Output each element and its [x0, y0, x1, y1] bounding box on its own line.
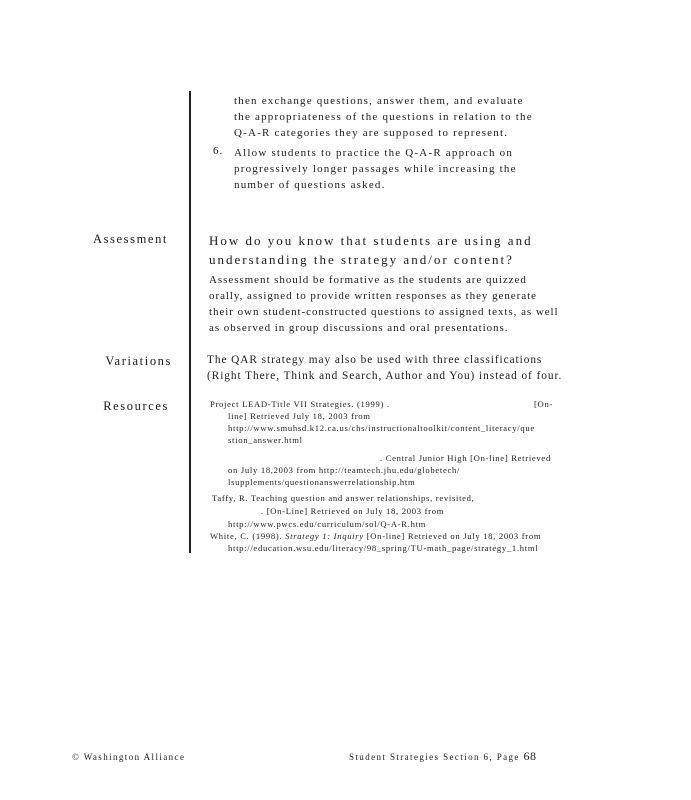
- assessment-body: [209, 272, 559, 336]
- reference-4-retrieved: [On-line] Retrieved on July 18, 2003 from: [363, 531, 542, 541]
- text-line: number of questions asked.: [234, 179, 386, 191]
- reference-2-body: [228, 464, 460, 488]
- footer-copyright: © Washington Alliance: [72, 752, 186, 762]
- text-line: stion_answer.html: [228, 435, 303, 446]
- assessment-question: [209, 231, 533, 269]
- reference-2-title: . Central Junior High [On-line] Retrieved: [380, 453, 551, 463]
- text-line: then exchange questions, answer them, and evaluate: [234, 95, 524, 107]
- text-line: on July 18,2003 from http://teamtech.jhu.edu/globetech/: [228, 465, 461, 475]
- text-line: Assessment should be formative as the students are quizzed: [209, 274, 527, 286]
- text-line: http://www.smuhsd.k12.ca.us/chs/instructionaltoolkit/content_literacy/que: [228, 423, 535, 434]
- variations-label: Variations: [105, 354, 172, 368]
- text-line: their own student-constructed questions to assigned texts, as well: [209, 306, 559, 318]
- resources-label: Resources: [103, 399, 169, 413]
- page-number: 68: [523, 749, 537, 763]
- reference-4-url: http://education.wsu.edu/literacy/98_spring/TU-math_page/strategy_1.html: [228, 543, 539, 553]
- step-6-number: 6.: [213, 145, 224, 157]
- text-line: lsupplements/questionanswerrelationship.htm: [228, 477, 416, 488]
- text-line: Q-A-R categories they are supposed to represent.: [234, 127, 509, 139]
- text-line: understanding the strategy and/or content?: [209, 252, 514, 267]
- vertical-divider: [189, 91, 191, 553]
- reference-4-author: White, C. (1998).: [210, 531, 286, 541]
- reference-3-url: http://www.pwcs.edu/curriculum/sol/Q-A-R.htm: [228, 519, 427, 529]
- step-6-text: [234, 145, 517, 193]
- text-line: The QAR strategy may also be used with three classifications: [207, 354, 543, 366]
- text-line: orally, assigned to provide written responses as they generate: [209, 290, 537, 302]
- reference-1-body: [228, 410, 535, 446]
- reference-4-title: Strategy 1: Inquiry: [285, 531, 364, 541]
- procedure-continuation: [234, 93, 533, 141]
- text-line: line] Retrieved July 18, 2003 from: [228, 411, 371, 421]
- footer-page-info: [349, 749, 537, 764]
- reference-1-title: Project LEAD-Title VII Strategies. (1999) .: [210, 399, 390, 409]
- text-line: (Right There, Think and Search, Author and You) instead of four.: [207, 370, 563, 382]
- text-line: as observed in group discussions and oral presentations.: [209, 322, 509, 334]
- text-line: Allow students to practice the Q-A-R approach on: [234, 147, 514, 159]
- text-line: the appropriateness of the questions in relation to the: [234, 111, 533, 123]
- reference-4: [210, 530, 541, 542]
- text-line: progressively longer passages while increasing the: [234, 163, 517, 175]
- reference-3-author: Taffy, R. Teaching question and answer relationships, revisited,: [212, 493, 475, 503]
- variations-body: [207, 352, 562, 384]
- reference-3-retrieved: . [On-Line] Retrieved on July 18, 2003 from: [261, 506, 445, 516]
- footer-section: Student Strategies Section 6, Page: [349, 752, 520, 762]
- assessment-label: Assessment: [92, 232, 168, 246]
- reference-1-online: [On-: [534, 399, 554, 409]
- text-line: How do you know that students are using and: [209, 233, 533, 248]
